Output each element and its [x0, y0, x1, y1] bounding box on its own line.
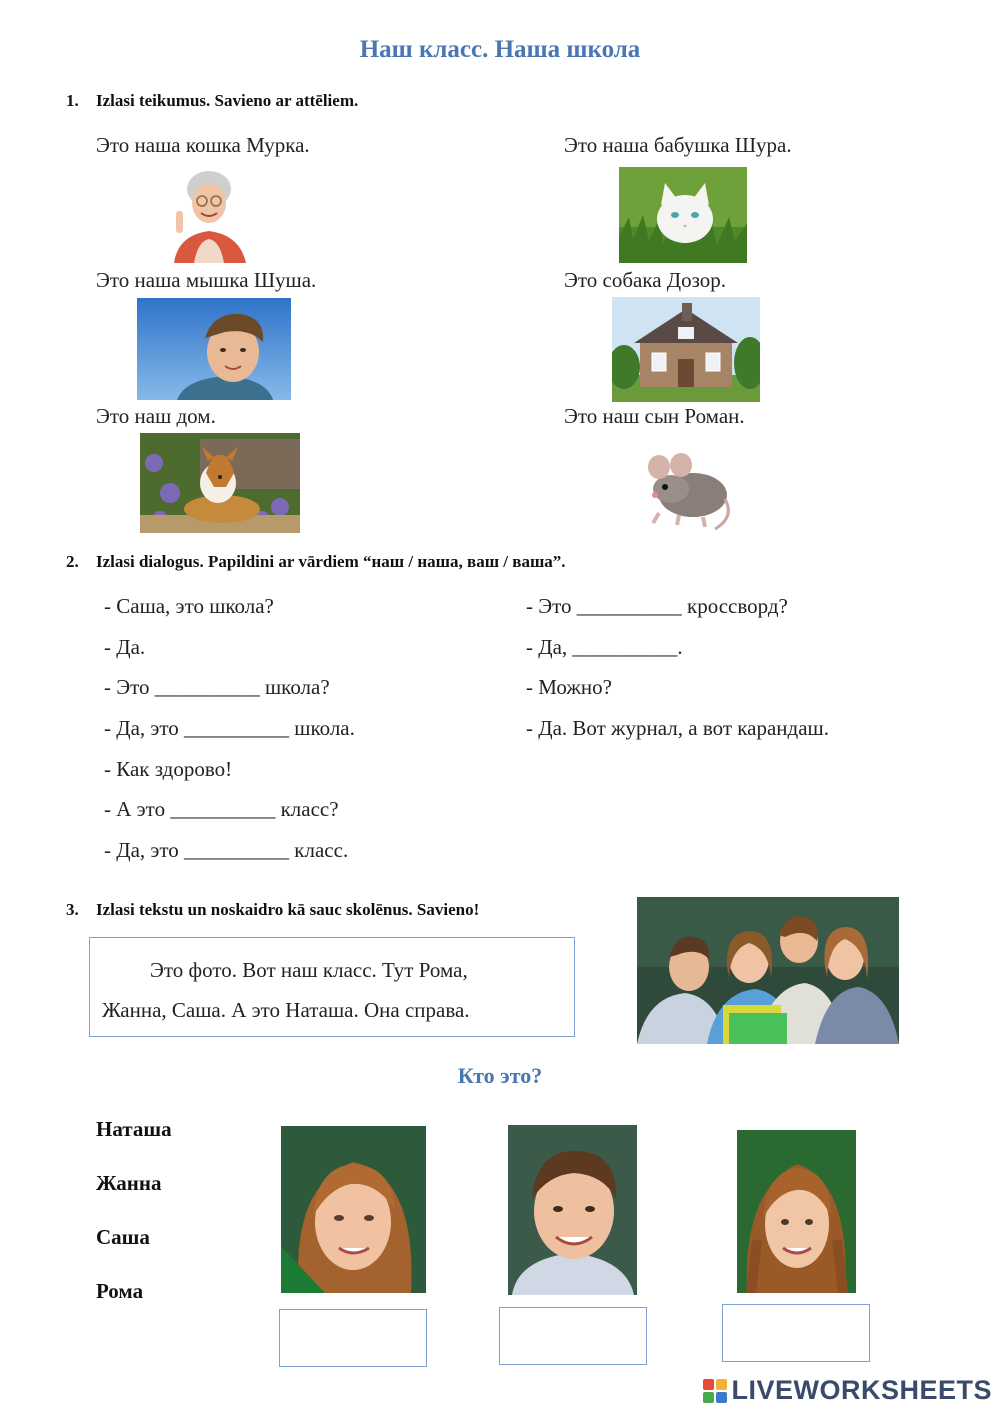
- task3-number: 3.: [66, 900, 79, 919]
- task1-heading: [66, 91, 358, 111]
- dialog-line: - Да.: [104, 635, 146, 659]
- sentence-son[interactable]: Это наш сын Роман.: [564, 404, 745, 428]
- dialog-line-blank[interactable]: - Да, __________.: [526, 635, 683, 659]
- sentence-cat[interactable]: Это наша кошка Мурка.: [96, 133, 310, 157]
- dialog-line: - Можно?: [526, 675, 612, 699]
- grandma-image[interactable]: [164, 165, 254, 263]
- portrait-girl-1: [281, 1126, 426, 1293]
- task1-instruction: Izlasi teikumus. Savieno ar attēliem.: [96, 91, 359, 110]
- portrait-boy: [508, 1125, 637, 1295]
- logo-text: LIVEWORKSHEETS: [731, 1375, 992, 1405]
- task1-number: 1.: [66, 91, 79, 110]
- class-photo: [637, 897, 899, 1044]
- page-title: Наш класс. Наша школа: [359, 36, 641, 63]
- task2-instruction: Izlasi dialogus. Papildini ar vārdiem “наш / наша, ваш / ваша”.: [96, 552, 566, 571]
- dialog-line-blank[interactable]: - А это __________ класс?: [104, 797, 339, 821]
- sentence-grandma[interactable]: Это наша бабушка Шура.: [564, 133, 792, 157]
- reading-text-box: [89, 937, 575, 1037]
- question-heading: Кто это?: [457, 1063, 543, 1088]
- sentence-house[interactable]: Это наш дом.: [96, 404, 216, 428]
- sentence-mouse[interactable]: Это наша мышка Шуша.: [96, 268, 317, 292]
- name-roma[interactable]: Рома: [96, 1279, 144, 1303]
- boy-image[interactable]: [137, 298, 291, 400]
- answer-box-3[interactable]: [722, 1304, 870, 1362]
- portrait-girl-2: [737, 1130, 856, 1293]
- dialog-line: - Саша, это школа?: [104, 594, 274, 618]
- dialog-line: - Да. Вот журнал, а вот карандаш.: [526, 716, 829, 740]
- dog-image[interactable]: [140, 433, 300, 533]
- dialog-line-blank[interactable]: - Да, это __________ школа.: [104, 716, 355, 740]
- dialog-line-blank[interactable]: - Это __________ школа?: [104, 675, 330, 699]
- dialog-line-blank[interactable]: - Это __________ кроссворд?: [526, 594, 788, 618]
- logo-mark-icon: [703, 1379, 727, 1403]
- task2-heading: [66, 552, 566, 572]
- sentence-dog[interactable]: Это собака Дозор.: [564, 268, 727, 292]
- name-sasha[interactable]: Саша: [96, 1225, 150, 1249]
- task3-instruction: Izlasi tekstu un noskaidro kā sauc skolēnus. Savieno!: [96, 900, 480, 919]
- cat-image[interactable]: [619, 167, 747, 263]
- dialog-line: - Как здорово!: [104, 757, 233, 781]
- name-natasha[interactable]: Наташа: [96, 1117, 172, 1141]
- name-zhanna[interactable]: Жанна: [96, 1171, 162, 1195]
- reading-text-line1: Это фото. Вот наш класс. Тут Рома,: [150, 958, 468, 982]
- task2-number: 2.: [66, 552, 79, 571]
- reading-text-line2: Жанна, Саша. А это Наташа. Она справа.: [102, 998, 470, 1022]
- answer-box-2[interactable]: [499, 1307, 647, 1365]
- task3-heading: [66, 900, 479, 920]
- mouse-image[interactable]: [631, 437, 738, 533]
- house-image[interactable]: [612, 297, 760, 402]
- liveworksheets-logo[interactable]: [703, 1375, 992, 1406]
- answer-box-1[interactable]: [279, 1309, 427, 1367]
- dialog-line-blank[interactable]: - Да, это __________ класс.: [104, 838, 349, 862]
